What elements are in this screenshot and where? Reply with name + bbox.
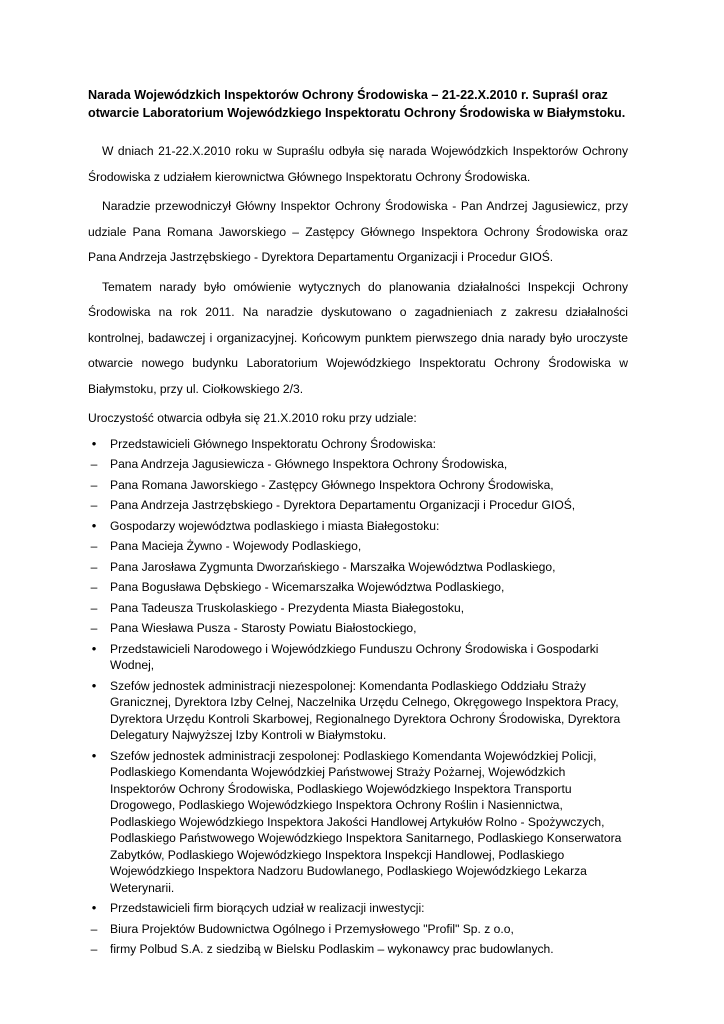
bullet-marker: • bbox=[91, 435, 97, 451]
dash-marker: – bbox=[90, 539, 98, 553]
attendees-list bbox=[88, 436, 628, 958]
bullet-marker: • bbox=[91, 517, 97, 533]
bullet-marker: • bbox=[91, 677, 97, 693]
attendee-text: firmy Polbud S.A. z siedzibą w Bielsku Podlaskim – wykonawcy prac budowlanych. bbox=[110, 942, 554, 956]
attendee-text: Pana Jarosława Zygmunta Dworzańskiego - Marszałka Województwa Podlaskiego, bbox=[110, 559, 556, 574]
attendee-person-item bbox=[88, 538, 628, 555]
dash-marker: – bbox=[90, 600, 98, 615]
document-title: Narada Wojewódzkich Inspektorów Ochrony Środowiska – 21-22.X.2010 r. Supraśl oraz otwarcie Laboratorium Wojewódzkiego Inspektoratu Ochrony Środowiska w Białymstoku. bbox=[88, 88, 626, 120]
bullet-marker: • bbox=[91, 900, 97, 915]
paragraph-2: Naradzie przewodniczył Główny Inspektor Ochrony Środowiska - Pan Andrzej Jagusiewicz, przy udziale Pana Romana Jaworskiego – Zastępcy Głównego Inspektora Ochrony Środowiska oraz Pana Andrzeja Jastrzębskiego - Dyrektora Departamentu Organizacji i Procedur GIOŚ. bbox=[88, 199, 628, 264]
paragraph-1: W dniach 21-22.X.2010 roku w Supraślu odbyła się narada Wojewódzkich Inspektorów Ochrony Środowiska z udziałem kierownictwa Głównego Inspektoratu Ochrony Środowiska. bbox=[88, 144, 628, 184]
dash-marker: – bbox=[90, 621, 98, 635]
dash-marker: – bbox=[90, 942, 98, 956]
attendee-person-item bbox=[88, 477, 628, 494]
attendee-text: Przedstawicieli firm biorących udział w realizacji inwestycji: bbox=[110, 901, 425, 915]
attendee-text: Biura Projektów Budownictwa Ogólnego i Przemysłowego "Profil" Sp. z o.o, bbox=[110, 921, 514, 936]
attendee-person-item bbox=[88, 497, 628, 514]
attendee-group-item bbox=[88, 436, 628, 453]
attendee-group-item bbox=[88, 641, 628, 674]
attendee-text: Pana Tadeusza Truskolaskiego - Prezydenta Miasta Białegostoku, bbox=[110, 600, 465, 615]
bullet-marker: • bbox=[91, 747, 97, 763]
attendee-text: Pana Andrzeja Jagusiewicza - Głównego Inspektora Ochrony Środowiska, bbox=[110, 457, 508, 471]
dash-marker: – bbox=[90, 921, 98, 936]
attendee-person-item bbox=[88, 456, 628, 473]
attendee-person-item bbox=[88, 600, 628, 617]
paragraph-3: Tematem narady było omówienie wytycznych do planowania działalności Inspekcji Ochrony Środowiska na rok 2011. Na naradzie dyskutowano o zagadnieniach z zakresu działalności kontrolnej, badawczej i organizacyjnej. Końcowym punktem pierwszego dnia narady było uroczyste otwarcie nowego budynku Laboratorium Wojewódzkiego Inspektoratu Ochrony Środowiska w Białymstoku, przy ul. Ciołkowskiego 2/3. bbox=[88, 279, 628, 396]
bullet-marker: • bbox=[91, 640, 97, 656]
attendee-person-item bbox=[88, 559, 628, 576]
dash-marker: – bbox=[90, 559, 98, 574]
attendee-group-item bbox=[88, 518, 628, 535]
attendee-text: Pana Romana Jaworskiego - Zastępcy Głównego Inspektora Ochrony Środowiska, bbox=[110, 477, 554, 492]
document-page bbox=[88, 86, 628, 962]
attendee-text: Szefów jednostek administracji zespolonej: Podlaskiego Komendanta Wojewódzkiej Policji, Podlaskiego Komendanta Wojewódzkiej Państwowej Straży Pożarnej, Wojewódzkich Inspektorów Ochrony Środowiska, Podlaskiego Wojewódzkiego Inspektora Transportu Drogowego, Podlaskiego Wojewódzkiego Inspektora Ochrony Roślin i Nasiennictwa, Podlaskiego Wojewódzkiego Inspektora Jakości Handlowej Artykułów Rolno - Spożywczych, Podlaskiego Państwowego Wojewódzkiego Inspektora Sanitarnego, Podlaskiego Konserwatora Zabytków, Podlaskiego Wojewódzkiego Inspektora Inspekcji Handlowej, Podlaskiego Wojewódzkiego Inspektora Nadzoru Budowlanego, Podlaskiego Wojewódzkiego Lekarza Weterynarii. bbox=[110, 748, 622, 895]
dash-marker: – bbox=[90, 498, 98, 512]
attendee-group-item bbox=[88, 748, 628, 897]
attendee-person-item bbox=[88, 579, 628, 596]
dash-marker: – bbox=[90, 580, 98, 594]
dash-marker: – bbox=[90, 457, 98, 471]
attendees-intro: Uroczystość otwarcia odbyła się 21.X.2010 roku przy udziale: bbox=[88, 411, 417, 425]
attendee-text: Pana Macieja Żywno - Wojewody Podlaskiego, bbox=[110, 539, 362, 553]
attendee-text: Przedstawicieli Narodowego i Wojewódzkiego Funduszu Ochrony Środowiska i Gospodarki Wodnej, bbox=[110, 641, 599, 672]
attendee-person-item bbox=[88, 921, 628, 938]
attendee-group-item bbox=[88, 678, 628, 744]
attendee-text: Szefów jednostek administracji niezespolonej: Komendanta Podlaskiego Oddziału Straży Granicznej, Dyrektora Izby Celnej, Naczelnika Urzędu Celnego, Okręgowego Inspektora Pracy, Dyrektora Urzędu Kontroli Skarbowej, Regionalnego Dyrektora Ochrony Środowiska, Dyrektora Delegatury Najwyższej Izby Kontroli w Białymstoku. bbox=[110, 678, 621, 742]
attendee-text: Pana Andrzeja Jastrzębskiego - Dyrektora Departamentu Organizacji i Procedur GIOŚ, bbox=[110, 498, 576, 512]
attendee-text: Pana Wiesława Pusza - Starosty Powiatu Białostockiego, bbox=[110, 621, 417, 635]
attendee-text: Przedstawicieli Głównego Inspektoratu Ochrony Środowiska: bbox=[110, 436, 437, 451]
attendee-person-item bbox=[88, 620, 628, 637]
attendee-text: Pana Bogusława Dębskiego - Wicemarszałka Województwa Podlaskiego, bbox=[110, 580, 505, 594]
attendee-text: Gospodarzy województwa podlaskiego i miasta Białegostoku: bbox=[110, 518, 440, 533]
attendee-person-item bbox=[88, 941, 628, 958]
attendee-group-item bbox=[88, 900, 628, 917]
dash-marker: – bbox=[90, 477, 98, 492]
